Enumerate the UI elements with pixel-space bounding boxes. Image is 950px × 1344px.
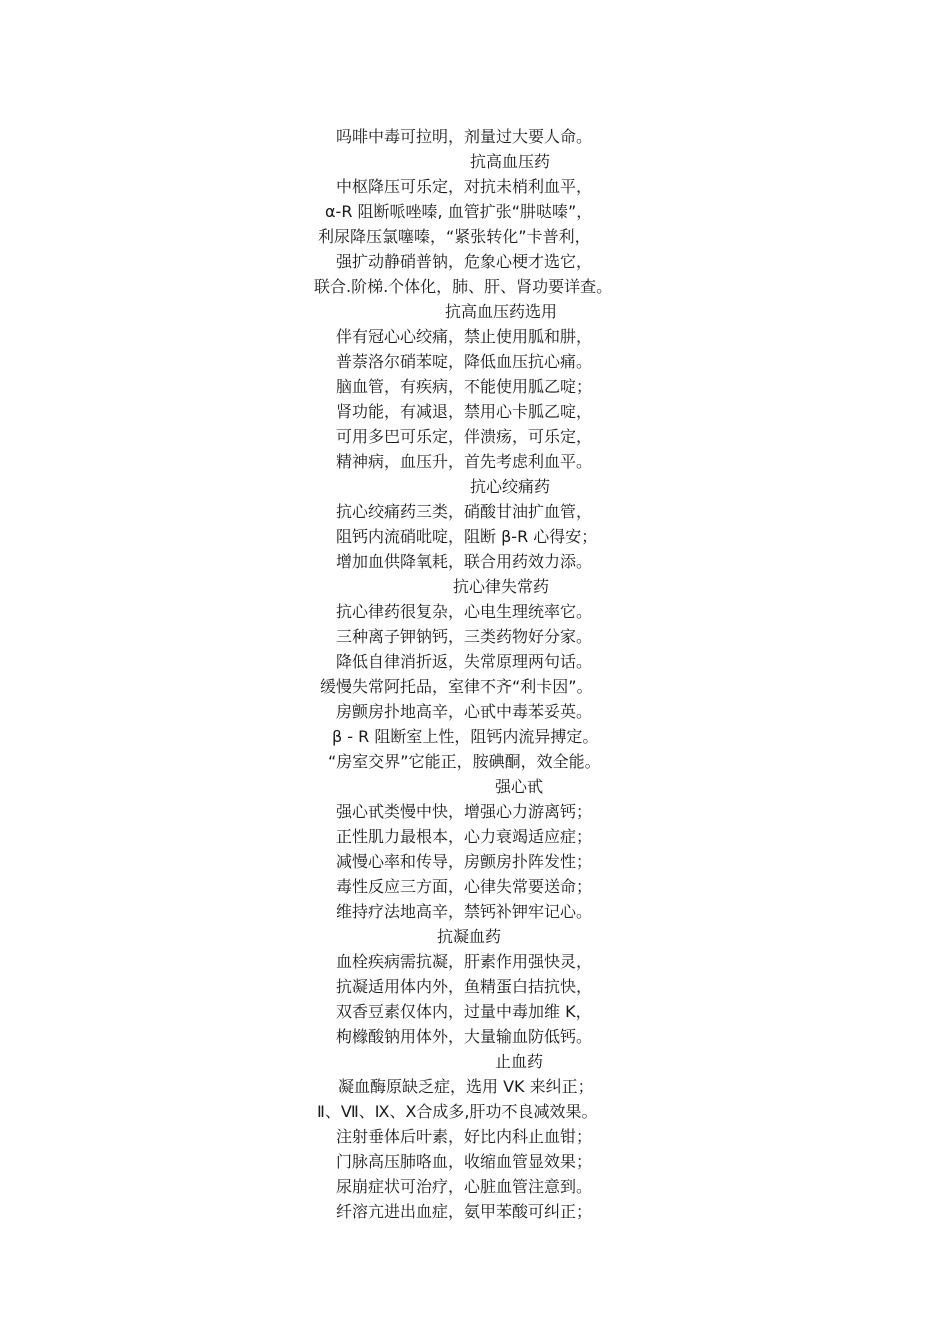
document-text	[0, 124, 950, 1224]
verse-line	[0, 224, 950, 249]
section-heading-text: 止血药	[495, 1052, 544, 1071]
verse-line-text: 缓慢失常阿托品，室律不齐“利卡因”。	[320, 677, 593, 696]
verse-line	[0, 999, 950, 1024]
verse-line	[0, 899, 950, 924]
verse-line-text: 肾功能，有减退，禁用心卡胍乙啶，	[336, 402, 593, 421]
verse-line	[0, 724, 950, 749]
section-heading	[0, 1049, 950, 1074]
verse-line	[0, 1074, 950, 1099]
verse-line	[0, 399, 950, 424]
verse-line	[0, 274, 950, 299]
verse-line-text: 强心甙类慢中快，增强心力游离钙；	[336, 802, 593, 821]
verse-line	[0, 1099, 950, 1124]
verse-line	[0, 649, 950, 674]
section-heading-text: 抗心律失常药	[453, 577, 550, 596]
verse-line	[0, 1124, 950, 1149]
verse-line	[0, 324, 950, 349]
verse-line-text: 中枢降压可乐定，对抗未梢利血平，	[336, 177, 593, 196]
section-heading	[0, 924, 950, 949]
verse-line	[0, 124, 950, 149]
verse-line-text: 注射垂体后叶素，好比内科止血钳；	[336, 1127, 593, 1146]
verse-line-text: 伴有冠心心绞痛，禁止使用胍和肼，	[336, 327, 593, 346]
verse-line-text: 门脉高压肺咯血，收缩血管显效果；	[336, 1152, 593, 1171]
verse-line	[0, 874, 950, 899]
verse-line-text: 增加血供降氧耗，联合用药效力添。	[336, 552, 593, 571]
verse-line-text: 精神病，血压升，首先考虑利血平。	[336, 452, 593, 471]
section-heading	[0, 774, 950, 799]
verse-line-text: 吗啡中毒可拉明，剂量过大要人命。	[336, 127, 593, 146]
verse-line	[0, 549, 950, 574]
section-heading	[0, 299, 950, 324]
verse-line-text: 阻钙内流硝吡啶，阻断 β-R 心得安；	[336, 527, 598, 546]
verse-line	[0, 949, 950, 974]
verse-line-text: 可用多巴可乐定，伴溃疡，可乐定，	[336, 427, 593, 446]
section-heading-text: 抗凝血药	[437, 927, 502, 946]
verse-line	[0, 449, 950, 474]
verse-line-text: 抗心绞痛药三类，硝酸甘油扩血管，	[336, 502, 593, 521]
verse-line-text: 抗心律药很复杂，心电生理统率它。	[336, 602, 593, 621]
verse-line	[0, 349, 950, 374]
verse-line	[0, 624, 950, 649]
verse-line	[0, 1199, 950, 1224]
verse-line-text: 脑血管，有疾病，不能使用胍乙啶；	[336, 377, 593, 396]
verse-line-text: 纤溶亢进出血症，氨甲苯酸可纠正；	[336, 1202, 593, 1221]
verse-line-text: 尿崩症状可治疗，心脏血管注意到。	[336, 1177, 593, 1196]
verse-line-text: 维持疗法地高辛，禁钙补钾牢记心。	[336, 902, 593, 921]
verse-line	[0, 1024, 950, 1049]
verse-line	[0, 199, 950, 224]
verse-line	[0, 974, 950, 999]
verse-line-text: 房颤房扑地高辛，心甙中毒苯妥英。	[336, 702, 593, 721]
verse-line	[0, 849, 950, 874]
verse-line-text: 普萘洛尔硝苯啶，降低血压抗心痛。	[336, 352, 593, 371]
section-heading-text: 强心甙	[495, 777, 544, 796]
verse-line-text: 降低自律消折返，失常原理两句话。	[336, 652, 593, 671]
section-heading	[0, 149, 950, 174]
verse-line	[0, 174, 950, 199]
section-heading	[0, 474, 950, 499]
verse-line	[0, 374, 950, 399]
verse-line	[0, 499, 950, 524]
verse-line-text: 减慢心率和传导，房颤房扑阵发性；	[336, 852, 593, 871]
verse-line	[0, 749, 950, 774]
verse-line	[0, 699, 950, 724]
verse-line-text: 枸橼酸钠用体外，大量输血防低钙。	[336, 1027, 593, 1046]
section-heading	[0, 574, 950, 599]
verse-line	[0, 799, 950, 824]
verse-line	[0, 424, 950, 449]
verse-line	[0, 524, 950, 549]
verse-line	[0, 674, 950, 699]
verse-line	[0, 824, 950, 849]
verse-line-text: 血栓疾病需抗凝，肝素作用强快灵，	[336, 952, 593, 971]
verse-line-text: β - R 阻断室上性，阻钙内流异搏定。	[332, 727, 599, 746]
section-heading-text: 抗高血压药	[470, 152, 551, 171]
verse-line-text: 三种离子钾钠钙，三类药物好分家。	[336, 627, 593, 646]
verse-line-text: 双香豆素仅体内，过量中毒加维 K，	[336, 1002, 592, 1021]
section-heading-text: 抗高血压药选用	[445, 302, 558, 321]
verse-line-text: 正性肌力最根本，心力衰竭适应症；	[336, 827, 593, 846]
verse-line-text: Ⅱ、Ⅶ、Ⅸ、Ⅹ合成多,肝功不良减效果。	[317, 1102, 598, 1121]
verse-line	[0, 599, 950, 624]
verse-line-text: “房室交界”它能正，胺碘酮，效全能。	[328, 752, 601, 771]
verse-line-text: 毒性反应三方面，心律失常要送命；	[336, 877, 593, 896]
verse-line-text: α-R 阻断哌唑嗪, 血管扩张“肼哒嗪”，	[325, 202, 593, 221]
verse-line	[0, 249, 950, 274]
section-heading-text: 抗心绞痛药	[470, 477, 551, 496]
verse-line-text: 强扩动静硝普钠，危象心梗才选它，	[336, 252, 593, 271]
verse-line-text: 凝血酶原缺乏症，选用 VK 来纠正；	[338, 1077, 594, 1096]
verse-line	[0, 1174, 950, 1199]
verse-line	[0, 1149, 950, 1174]
verse-line-text: 抗凝适用体内外，鱼精蛋白拮抗快，	[336, 977, 593, 996]
verse-line-text: 利尿降压氯噻嗪，“紧张转化”卡普利，	[318, 227, 591, 246]
verse-line-text: 联合.阶梯.个体化，肺、肝、肾功要详查。	[314, 277, 613, 296]
